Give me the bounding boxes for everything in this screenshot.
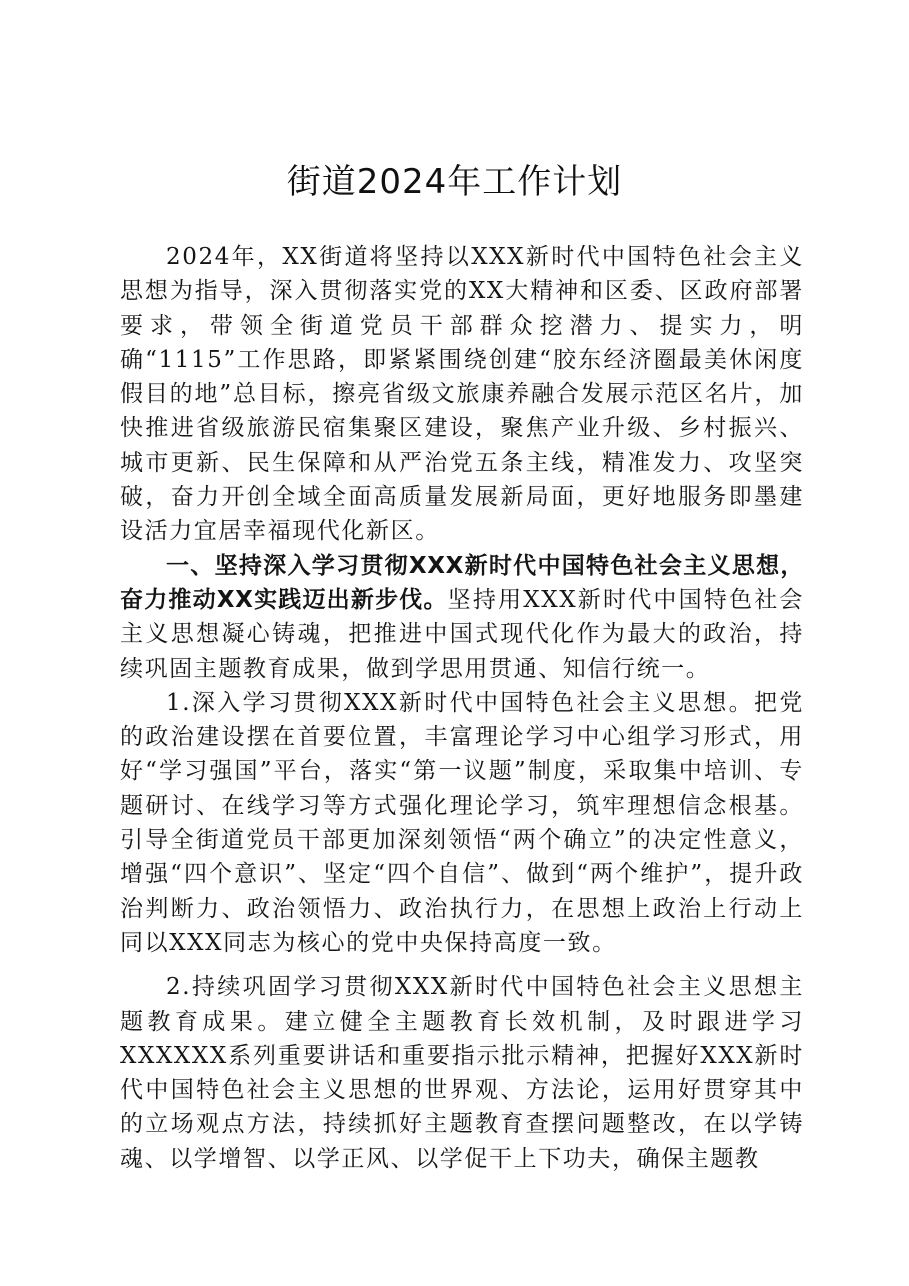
paragraph-intro: 2024年，XX街道将坚持以XXX新时代中国特色社会主义思想为指导，深入贯彻落实党的XX大精神和区委、区政府部署要求，带领全街道党员干部群众挖潜力、提实力，明确“1115”工作思路，即紧紧围绕创建“胶东经济圈最美休闲度假目的地”总目标，擦亮省级文旅康养融合发展示范区名片，加快推进省级旅游民宿集聚区建设，聚焦产业升级、乡村振兴、城市更新、民生保障和从严治党五条主线，精准发力、攻坚突破，奋力开创全域全面高质量发展新局面，更好地服务即墨建设活力宜居幸福现代化新区。 [120,244,804,545]
paragraph-section-one [120,549,804,686]
section-one-text: 坚持用XXX新时代中国特色社会主义思想凝心铸魂，把推进中国式现代化作为最大的政治，持续巩固主题教育成果，做到学思用贯通、知信行统一。 [120,586,804,682]
section-one-heading: 一、坚持深入学习贯彻XXX新时代中国特色社会主义思想，奋力推动XX实践迈出新步伐。 [120,552,804,613]
document-title: 街道2024年工作计划 [286,162,623,202]
document-body [120,240,804,1176]
paragraph-item-2: 2.持续巩固学习贯彻XXX新时代中国特色社会主义思想主题教育成果。建立健全主题教育长效机制，及时跟进学习XXXXXX系列重要讲话和重要指示批示精神，把握好XXX新时代中国特色社会主义思想的世界观、方法论，运用好贯穿其中的立场观点方法，持续抓好主题教育查摆问题整改，在以学铸魂、以学增智、以学正风、以学促干上下功夫，确保主题教 [120,974,804,1172]
paragraph-item-1: 1.深入学习贯彻XXX新时代中国特色社会主义思想。把党的政治建设摆在首要位置，丰富理论学习中心组学习形式，用好“学习强国”平台，落实“第一议题”制度，采取集中培训、专题研讨、在线学习等方式强化理论学习，筑牢理想信念根基。引导全街道党员干部更加深刻领悟“两个确立”的决定性意义，增强“四个意识”、坚定“四个自信”、做到“两个维护”，提升政治判断力、政治领悟力、政治执行力，在思想上政治上行动上同以XXX同志为核心的党中央保持高度一致。 [120,689,804,956]
